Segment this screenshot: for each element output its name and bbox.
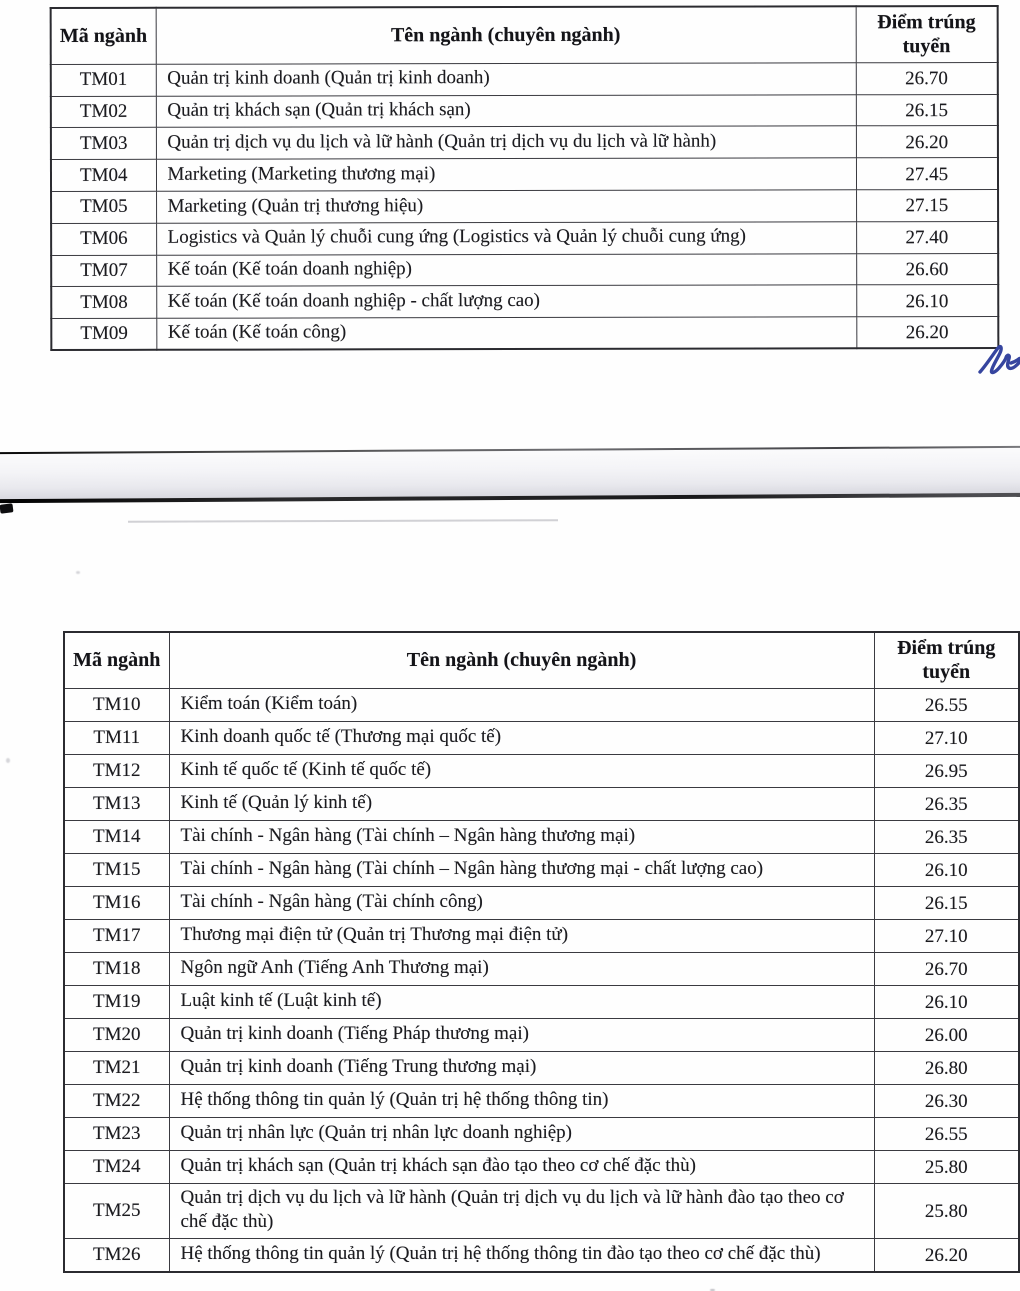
table-row: [64, 754, 1019, 787]
admission-score: 26.15: [856, 94, 998, 126]
major-name: Ngôn ngữ Anh (Tiếng Anh Thương mại): [169, 952, 874, 985]
admission-score: 27.40: [856, 221, 998, 253]
separator-left-blob: [0, 503, 13, 514]
major-name: Quản trị dịch vụ du lịch và lữ hành (Quản trị dịch vụ du lịch và lữ hành đào tạo theo cơ chế đặc thù): [169, 1183, 874, 1238]
column-header-major-code: Mã ngành: [64, 632, 169, 688]
admission-score: 27.45: [856, 158, 998, 190]
major-code: TM17: [64, 919, 169, 952]
major-code: TM07: [51, 255, 156, 287]
major-code: TM05: [51, 191, 156, 223]
table-row: [64, 1018, 1019, 1051]
admission-score: 27.10: [874, 721, 1019, 754]
admission-score: 26.55: [874, 688, 1019, 721]
table-row: [64, 820, 1019, 853]
major-code: TM23: [64, 1117, 169, 1150]
table-row: [64, 1183, 1019, 1238]
major-name: Quản trị kinh doanh (Tiếng Pháp thương mại): [169, 1018, 874, 1051]
table-row: [64, 688, 1019, 721]
admission-score: 26.35: [874, 787, 1019, 820]
major-name: Marketing (Quản trị thương hiệu): [156, 190, 856, 223]
major-code: TM25: [64, 1183, 169, 1238]
table-row: [64, 1117, 1019, 1150]
admission-score: 26.10: [856, 285, 998, 317]
major-code: TM26: [64, 1239, 169, 1272]
major-code: TM16: [64, 886, 169, 919]
major-name: Quản trị dịch vụ du lịch và lữ hành (Quản trị dịch vụ du lịch và lữ hành): [156, 126, 856, 159]
major-name: Hệ thống thông tin quản lý (Quản trị hệ thống thông tin đào tạo theo cơ chế đặc thù): [169, 1239, 874, 1272]
separator-body: [0, 448, 1020, 499]
major-code: TM08: [51, 287, 156, 319]
admission-score: 26.95: [874, 754, 1019, 787]
admission-score: 26.15: [874, 886, 1019, 919]
major-code: TM21: [64, 1051, 169, 1084]
column-header-major-name: Tên ngành (chuyên ngành): [156, 6, 856, 64]
table-row: [51, 317, 998, 351]
scan-speck: [6, 758, 10, 763]
table-row: [64, 787, 1019, 820]
major-code: TM13: [64, 787, 169, 820]
major-code: TM06: [51, 223, 156, 255]
major-name: Luật kinh tế (Luật kinh tế): [169, 985, 874, 1018]
major-code: TM02: [51, 96, 156, 128]
table-row: [51, 62, 998, 96]
major-code: TM19: [64, 985, 169, 1018]
table-row: [51, 253, 998, 287]
major-code: TM15: [64, 853, 169, 886]
table-row: [51, 285, 998, 319]
table-row: [64, 1239, 1019, 1272]
major-name: Tài chính - Ngân hàng (Tài chính – Ngân hàng thương mại - chất lượng cao): [169, 853, 874, 886]
admission-score: 26.55: [874, 1117, 1019, 1150]
admission-score: 27.10: [874, 919, 1019, 952]
table-row: [64, 886, 1019, 919]
table-row: [64, 952, 1019, 985]
major-code: TM18: [64, 952, 169, 985]
table-row: [51, 126, 998, 160]
major-name: Kinh doanh quốc tế (Thương mại quốc tế): [169, 721, 874, 754]
admission-score: 26.30: [874, 1084, 1019, 1117]
major-code: TM20: [64, 1018, 169, 1051]
admission-score: 26.10: [874, 853, 1019, 886]
separator-faint-line: [128, 519, 558, 523]
major-name: Marketing (Marketing thương mại): [156, 158, 856, 191]
major-name: Kinh tế (Quản lý kinh tế): [169, 787, 874, 820]
scan-speck: [76, 571, 80, 574]
major-code: TM14: [64, 820, 169, 853]
admission-score: 26.70: [874, 952, 1019, 985]
major-code: TM12: [64, 754, 169, 787]
major-name: Quản trị kinh doanh (Tiếng Trung thương mại): [169, 1051, 874, 1084]
major-name: Logistics và Quản lý chuỗi cung ứng (Logistics và Quản lý chuỗi cung ứng): [156, 222, 856, 255]
major-code: TM10: [64, 688, 169, 721]
admission-score: 25.80: [874, 1150, 1019, 1183]
admission-score: 26.20: [856, 126, 998, 158]
admission-score: 26.20: [874, 1239, 1019, 1272]
table-row: [64, 985, 1019, 1018]
admission-score: 26.35: [874, 820, 1019, 853]
table-row: [64, 919, 1019, 952]
admission-score: 26.80: [874, 1051, 1019, 1084]
admission-score: 26.10: [874, 985, 1019, 1018]
major-name: Kế toán (Kế toán doanh nghiệp - chất lượng cao): [156, 285, 856, 318]
major-name: Tài chính - Ngân hàng (Tài chính công): [169, 886, 874, 919]
major-name: Quản trị kinh doanh (Quản trị kinh doanh): [156, 63, 856, 96]
table-row: [51, 94, 998, 128]
major-name: Kế toán (Kế toán doanh nghiệp): [156, 253, 856, 286]
major-name: Hệ thống thông tin quản lý (Quản trị hệ thống thông tin): [169, 1084, 874, 1117]
admission-score-table-page2: [63, 631, 1020, 1273]
admission-score: 26.20: [856, 317, 998, 349]
table-row: [64, 1084, 1019, 1117]
major-code: TM04: [51, 159, 156, 191]
major-code: TM24: [64, 1150, 169, 1183]
table-row: [51, 189, 998, 223]
table-row: [51, 221, 998, 255]
column-header-major-code: Mã ngành: [51, 8, 156, 65]
header-row: [51, 6, 998, 64]
major-code: TM11: [64, 721, 169, 754]
column-header-admission-score: Điểm trúng tuyển: [856, 6, 998, 63]
table-row: [51, 158, 998, 192]
major-name: Kế toán (Kế toán công): [156, 317, 856, 350]
admission-score: 26.60: [856, 253, 998, 285]
major-name: Kinh tế quốc tế (Kinh tế quốc tế): [169, 754, 874, 787]
column-header-admission-score: Điểm trúng tuyển: [874, 632, 1019, 688]
header-row: [64, 632, 1019, 688]
major-name: Quản trị khách sạn (Quản trị khách sạn đào tạo theo cơ chế đặc thù): [169, 1150, 874, 1183]
table-row: [64, 721, 1019, 754]
major-code: TM01: [51, 64, 156, 96]
column-header-major-name: Tên ngành (chuyên ngành): [169, 632, 874, 688]
table-row: [64, 853, 1019, 886]
major-code: TM03: [51, 128, 156, 160]
major-name: Quản trị khách sạn (Quản trị khách sạn): [156, 94, 856, 127]
table-row: [64, 1150, 1019, 1183]
admission-score-table-page1: [50, 5, 1000, 351]
major-name: Tài chính - Ngân hàng (Tài chính – Ngân hàng thương mại): [169, 820, 874, 853]
major-code: TM09: [51, 318, 156, 350]
major-name: Thương mại điện tử (Quản trị Thương mại điện tử): [169, 919, 874, 952]
admission-score: 27.15: [856, 189, 998, 221]
admission-score: 25.80: [874, 1183, 1019, 1238]
major-code: TM22: [64, 1084, 169, 1117]
admission-score: 26.00: [874, 1018, 1019, 1051]
major-name: Kiểm toán (Kiểm toán): [169, 688, 874, 721]
admission-score: 26.70: [856, 62, 998, 94]
major-name: Quản trị nhân lực (Quản trị nhân lực doanh nghiệp): [169, 1117, 874, 1150]
handwritten-signature-icon: [978, 343, 1020, 383]
table-row: [64, 1051, 1019, 1084]
